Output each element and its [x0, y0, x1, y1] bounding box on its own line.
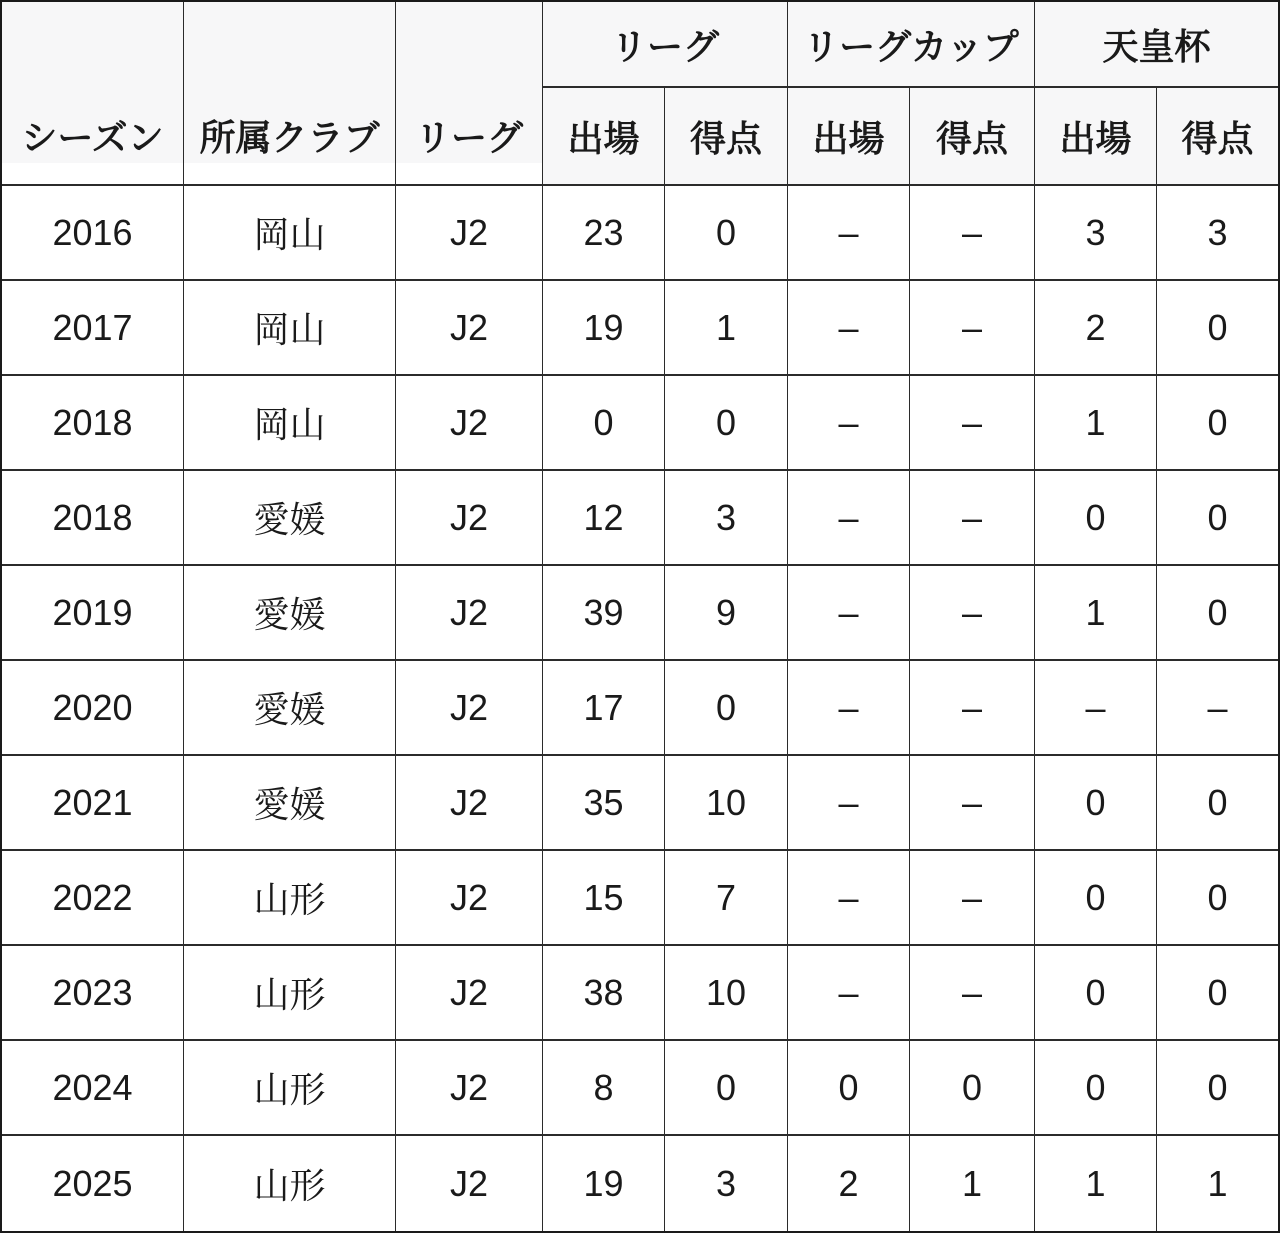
cell-club: 山形: [184, 946, 396, 1041]
cell-leaguecup-goals: –: [910, 566, 1035, 661]
header-emperorscup-goals: 得点: [1157, 88, 1278, 186]
cell-leaguecup-apps: –: [788, 281, 910, 376]
cell-emperorscup-apps: 2: [1035, 281, 1157, 376]
cell-club: 愛媛: [184, 471, 396, 566]
cell-season: 2020: [2, 661, 184, 756]
header-league-goals: 得点: [665, 88, 788, 186]
cell-league-apps: 38: [543, 946, 665, 1041]
cell-leaguecup-goals: 1: [910, 1136, 1035, 1231]
cell-league-apps: 0: [543, 376, 665, 471]
header-leaguecup-apps: 出場: [788, 88, 910, 186]
cell-league-goals: 0: [665, 186, 788, 281]
cell-club: 山形: [184, 1136, 396, 1231]
cell-leaguecup-apps: –: [788, 471, 910, 566]
cell-leaguecup-apps: 0: [788, 1041, 910, 1136]
cell-league: J2: [396, 376, 543, 471]
cell-leaguecup-goals: –: [910, 756, 1035, 851]
cell-league: J2: [396, 186, 543, 281]
cell-emperorscup-goals: 3: [1157, 186, 1278, 281]
cell-emperorscup-goals: 0: [1157, 946, 1278, 1041]
cell-emperorscup-goals: 0: [1157, 281, 1278, 376]
cell-emperorscup-apps: –: [1035, 661, 1157, 756]
cell-league: J2: [396, 471, 543, 566]
cell-league-goals: 3: [665, 471, 788, 566]
cell-season: 2016: [2, 186, 184, 281]
cell-emperorscup-apps: 3: [1035, 186, 1157, 281]
cell-league: J2: [396, 1041, 543, 1136]
header-group-league: リーグ: [543, 2, 788, 88]
cell-emperorscup-goals: 0: [1157, 471, 1278, 566]
cell-emperorscup-goals: 0: [1157, 566, 1278, 661]
cell-league-apps: 15: [543, 851, 665, 946]
header-league-apps: 出場: [543, 88, 665, 186]
cell-leaguecup-apps: 2: [788, 1136, 910, 1231]
cell-league-goals: 0: [665, 376, 788, 471]
cell-emperorscup-apps: 1: [1035, 376, 1157, 471]
cell-league-goals: 0: [665, 661, 788, 756]
cell-leaguecup-goals: –: [910, 851, 1035, 946]
cell-leaguecup-goals: –: [910, 376, 1035, 471]
cell-emperorscup-goals: 1: [1157, 1136, 1278, 1231]
cell-league-goals: 10: [665, 946, 788, 1041]
header-emperorscup-apps: 出場: [1035, 88, 1157, 186]
cell-league-goals: 0: [665, 1041, 788, 1136]
cell-season: 2024: [2, 1041, 184, 1136]
cell-league: J2: [396, 661, 543, 756]
cell-leaguecup-apps: –: [788, 376, 910, 471]
cell-leaguecup-apps: –: [788, 946, 910, 1041]
cell-emperorscup-goals: 0: [1157, 756, 1278, 851]
cell-league-apps: 23: [543, 186, 665, 281]
cell-league-apps: 19: [543, 1136, 665, 1231]
cell-league-goals: 9: [665, 566, 788, 661]
cell-leaguecup-goals: –: [910, 186, 1035, 281]
cell-league-goals: 1: [665, 281, 788, 376]
cell-leaguecup-goals: 0: [910, 1041, 1035, 1136]
cell-leaguecup-apps: –: [788, 661, 910, 756]
cell-emperorscup-apps: 0: [1035, 946, 1157, 1041]
cell-season: 2022: [2, 851, 184, 946]
cell-leaguecup-apps: –: [788, 566, 910, 661]
cell-season: 2023: [2, 946, 184, 1041]
cell-emperorscup-apps: 0: [1035, 756, 1157, 851]
cell-club: 愛媛: [184, 661, 396, 756]
cell-league-apps: 39: [543, 566, 665, 661]
header-leaguecup-goals: 得点: [910, 88, 1035, 186]
cell-club: 岡山: [184, 376, 396, 471]
cell-club: 山形: [184, 1041, 396, 1136]
header-season: シーズン: [2, 2, 184, 186]
cell-league-apps: 19: [543, 281, 665, 376]
cell-club: 山形: [184, 851, 396, 946]
header-league-column: リーグ: [396, 2, 543, 186]
cell-season: 2017: [2, 281, 184, 376]
cell-season: 2018: [2, 376, 184, 471]
header-club: 所属クラブ: [184, 2, 396, 186]
header-group-leaguecup: リーグカップ: [788, 2, 1035, 88]
cell-league: J2: [396, 1136, 543, 1231]
cell-league-apps: 35: [543, 756, 665, 851]
cell-league-apps: 17: [543, 661, 665, 756]
cell-leaguecup-apps: –: [788, 851, 910, 946]
cell-club: 岡山: [184, 281, 396, 376]
cell-emperorscup-goals: 0: [1157, 1041, 1278, 1136]
cell-leaguecup-goals: –: [910, 281, 1035, 376]
cell-emperorscup-apps: 0: [1035, 471, 1157, 566]
cell-leaguecup-goals: –: [910, 471, 1035, 566]
cell-league: J2: [396, 946, 543, 1041]
cell-club: 岡山: [184, 186, 396, 281]
cell-season: 2025: [2, 1136, 184, 1231]
cell-club: 愛媛: [184, 756, 396, 851]
cell-emperorscup-apps: 0: [1035, 1041, 1157, 1136]
cell-emperorscup-apps: 1: [1035, 566, 1157, 661]
cell-emperorscup-apps: 1: [1035, 1136, 1157, 1231]
cell-leaguecup-goals: –: [910, 661, 1035, 756]
cell-leaguecup-goals: –: [910, 946, 1035, 1041]
cell-league: J2: [396, 756, 543, 851]
cell-season: 2019: [2, 566, 184, 661]
cell-leaguecup-apps: –: [788, 186, 910, 281]
cell-league: J2: [396, 566, 543, 661]
cell-league: J2: [396, 851, 543, 946]
cell-emperorscup-goals: 0: [1157, 851, 1278, 946]
cell-league-goals: 7: [665, 851, 788, 946]
cell-emperorscup-goals: 0: [1157, 376, 1278, 471]
cell-club: 愛媛: [184, 566, 396, 661]
cell-emperorscup-goals: –: [1157, 661, 1278, 756]
cell-league-goals: 3: [665, 1136, 788, 1231]
cell-league-apps: 12: [543, 471, 665, 566]
cell-emperorscup-apps: 0: [1035, 851, 1157, 946]
cell-league-apps: 8: [543, 1041, 665, 1136]
header-group-emperorscup: 天皇杯: [1035, 2, 1278, 88]
cell-league: J2: [396, 281, 543, 376]
cell-season: 2021: [2, 756, 184, 851]
cell-leaguecup-apps: –: [788, 756, 910, 851]
cell-season: 2018: [2, 471, 184, 566]
cell-league-goals: 10: [665, 756, 788, 851]
